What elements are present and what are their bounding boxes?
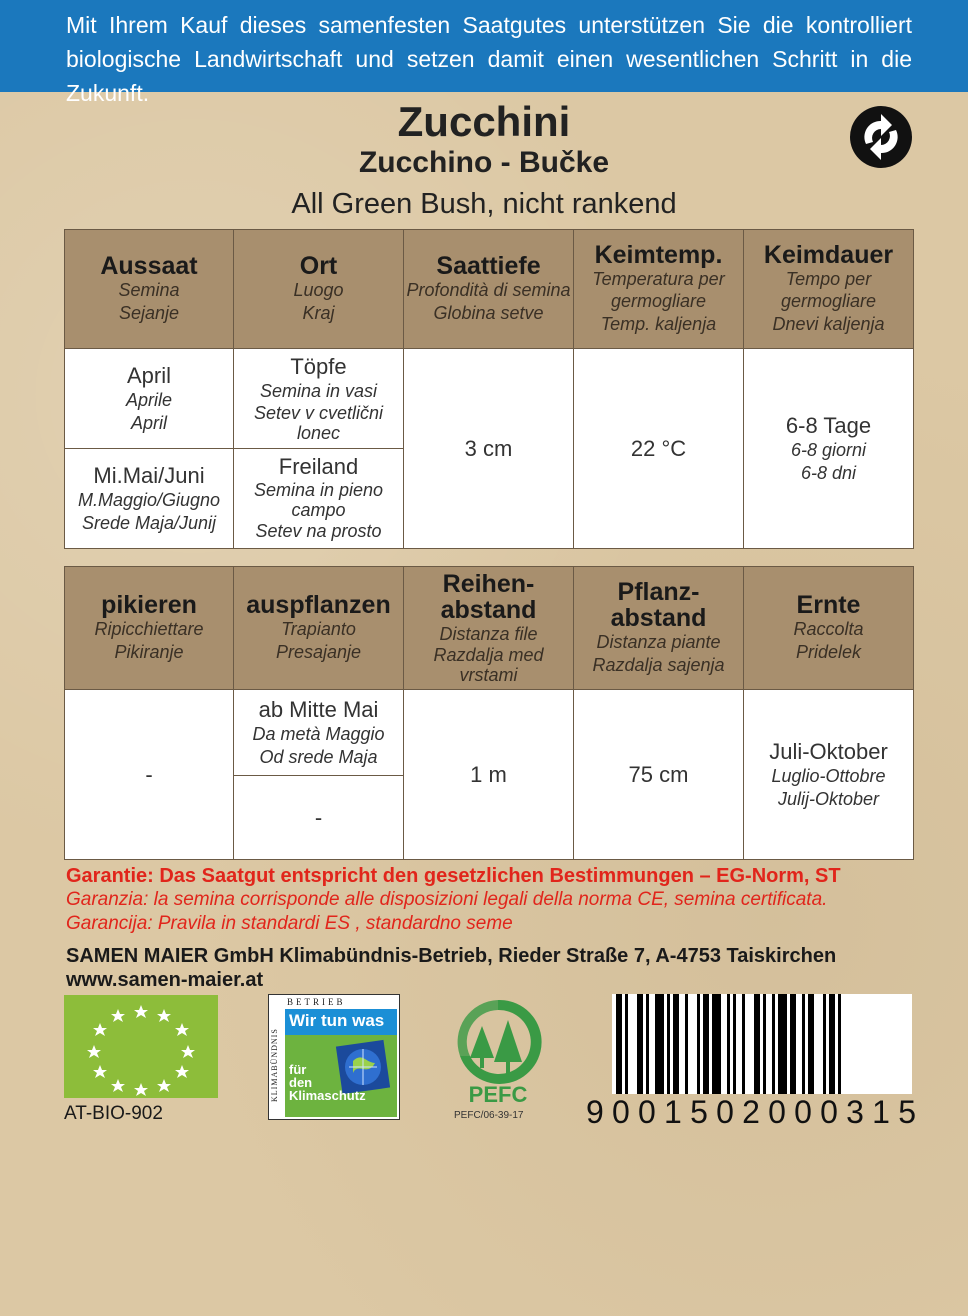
barcode-digit: 0	[716, 1094, 734, 1130]
header-it: Distanza file	[439, 624, 538, 644]
pefc-name: PEFC	[468, 1082, 528, 1107]
cell-ernte	[744, 690, 914, 860]
cell-reihenabstand	[404, 690, 574, 860]
guarantee-sl: Garancija: Pravila in standardi ES , standardno seme	[66, 913, 513, 934]
klima-box	[285, 1009, 397, 1117]
header-sl: Presajanje	[275, 642, 362, 662]
barcode-digit: 1	[664, 1094, 682, 1130]
header-main: Reihen-abstand	[440, 570, 537, 624]
cell-sl: Srede Maja/Junij	[81, 512, 217, 533]
cell-sl: April	[130, 412, 167, 433]
barcode-bar	[703, 994, 709, 1094]
header-pikieren	[65, 567, 234, 690]
barcode-bar	[616, 994, 622, 1094]
cell-it: Semina in vasi	[259, 381, 378, 401]
guarantee-block	[66, 864, 916, 936]
cell-main: -	[314, 804, 323, 830]
barcode-bar	[727, 994, 730, 1094]
barcode-bar	[625, 994, 628, 1094]
product-translations: Zucchino - Bučke	[358, 146, 610, 179]
cell-main: 75 cm	[628, 761, 689, 787]
header-it: Temperatura per germogliare	[592, 269, 725, 311]
cell-auspflanzen-1	[234, 690, 404, 776]
header-pflanzabstand	[574, 567, 744, 690]
barcode-digit: 5	[690, 1094, 708, 1130]
planting-table	[64, 566, 914, 860]
header-main: Pflanz-abstand	[610, 578, 707, 632]
header-main: pikieren	[101, 591, 197, 619]
header-sl: Razdalja med vrstami	[433, 645, 544, 685]
sowing-table	[64, 229, 914, 549]
header-main: Ernte	[796, 591, 861, 619]
cell-keimtemp	[574, 349, 744, 549]
pefc-tree-icon	[448, 996, 548, 1126]
header-main: Saattiefe	[436, 252, 541, 280]
header-sl: Sejanje	[118, 303, 180, 323]
banner-text: Mit Ihrem Kauf dieses samenfesten Saatgutes unterstützen Sie die kontrolliert biologische Landwirtschaft und setzen damit einen wesentlichen Schritt in die Zukunft.	[66, 12, 912, 106]
cell-sl: Od srede Maja	[259, 746, 378, 767]
barcode-bar	[712, 994, 721, 1094]
header-main: Aussaat	[100, 252, 198, 280]
klima-bottom-text	[289, 1063, 366, 1102]
cell-main: Juli-Oktober	[769, 738, 888, 764]
header-sl: Razdalja sajenja	[592, 655, 725, 675]
company-info	[66, 944, 836, 992]
barcode-bar	[808, 994, 814, 1094]
barcode-bar	[637, 994, 643, 1094]
cell-sl: Setev v cvetlični lonec	[253, 403, 384, 443]
barcode-digit: 0	[768, 1094, 786, 1130]
cell-it: Luglio-Ottobre	[771, 765, 886, 786]
klima-side-label: KLIMABÜNDNIS	[270, 1028, 279, 1102]
header-sl: Temp. kaljenja	[600, 314, 717, 334]
cell-main: 3 cm	[464, 435, 513, 461]
header-keimtemp	[574, 230, 744, 349]
cell-sl: Julij-Oktober	[777, 788, 880, 809]
header-keimdauer	[744, 230, 914, 349]
eu-organic-leaf-icon	[64, 995, 218, 1098]
header-sl: Globina setve	[433, 303, 544, 323]
header-main: Keimtemp.	[594, 241, 723, 269]
barcode-digit: 0	[638, 1094, 656, 1130]
barcode-bar	[673, 994, 679, 1094]
barcode	[612, 994, 912, 1094]
barcode-digit: 3	[846, 1094, 864, 1130]
barcode-digit: 9	[586, 1094, 604, 1130]
cell-pikieren	[65, 690, 234, 860]
barcode-bar	[733, 994, 736, 1094]
barcode-bar	[646, 994, 649, 1094]
pefc-code: PEFC/06-39-17	[454, 1110, 524, 1121]
klimabuendnis-logo	[268, 994, 400, 1120]
klima-betrieb-label: BETRIEB	[287, 997, 346, 1007]
cell-saattiefe	[404, 349, 574, 549]
barcode-bar	[667, 994, 670, 1094]
cell-sl: 6-8 dni	[800, 462, 857, 483]
barcode-digit: 1	[872, 1094, 890, 1130]
header-it: Luogo	[293, 280, 344, 300]
barcode-bar	[829, 994, 835, 1094]
cell-auspflanzen-2	[234, 776, 404, 860]
barcode-bar	[655, 994, 664, 1094]
product-name: Zucchini	[397, 98, 571, 145]
barcode-bar	[778, 994, 787, 1094]
header-saattiefe	[404, 230, 574, 349]
top-banner	[0, 0, 968, 106]
barcode-digit: 2	[742, 1094, 760, 1130]
header-main: auspflanzen	[246, 591, 391, 619]
cell-it: M.Maggio/Giugno	[77, 489, 221, 510]
header-it: Raccolta	[793, 619, 864, 639]
barcode-digit: 5	[898, 1094, 916, 1130]
barcode-bar	[772, 994, 775, 1094]
header-it: Semina	[118, 280, 180, 300]
cell-sl: Setev na prosto	[255, 521, 382, 541]
header-it: Ripicchiettare	[94, 619, 204, 639]
cell-main: April	[126, 362, 171, 388]
barcode-bar	[697, 994, 700, 1094]
header-sl: Pikiranje	[114, 642, 184, 662]
cell-main: 22 °C	[630, 435, 687, 461]
header-sl: Kraj	[302, 303, 335, 323]
barcode-number	[586, 1094, 916, 1131]
klima-bottom-line: für	[289, 1062, 307, 1077]
barcode-bar	[838, 994, 841, 1094]
company-website: www.samen-maier.at	[66, 969, 264, 991]
green-dot-recycle-icon	[848, 104, 914, 170]
barcode-bar	[742, 994, 745, 1094]
barcode-bar	[754, 994, 760, 1094]
barcode-digit: 0	[794, 1094, 812, 1130]
barcode-digit: 0	[820, 1094, 838, 1130]
guarantee-de: Garantie: Das Saatgut entspricht den gesetzlichen Bestimmungen – EG-Norm, ST	[66, 865, 841, 887]
cell-main: 1 m	[470, 761, 507, 787]
cell-main: Freiland	[278, 454, 359, 479]
cell-main: Töpfe	[290, 354, 347, 379]
barcode-bar	[823, 994, 826, 1094]
klima-bottom-line: Klimaschutz	[289, 1088, 366, 1103]
cell-main: -	[145, 761, 153, 787]
cell-aussaat-1	[65, 349, 234, 449]
cell-ort-1	[234, 349, 404, 449]
guarantee-it: Garanzia: la semina corrisponde alle disposizioni legali della norma CE, semina certificata.	[66, 889, 828, 910]
cell-main: 6-8 Tage	[785, 412, 872, 438]
barcode-bar	[790, 994, 796, 1094]
cell-main: Mi.Mai/Juni	[93, 462, 205, 488]
header-reihenabstand	[404, 567, 574, 690]
barcode-digit: 0	[612, 1094, 630, 1130]
company-address: SAMEN MAIER GmbH Klimabündnis-Betrieb, Rieder Straße 7, A-4753 Taiskirchen	[66, 945, 837, 967]
product-variety: All Green Bush, nicht rankend	[291, 188, 677, 220]
eu-organic-code: AT-BIO-902	[64, 1103, 163, 1124]
barcode-bar	[685, 994, 688, 1094]
header-sl: Dnevi kaljenja	[772, 314, 885, 334]
header-it: Profondità di semina	[406, 280, 571, 300]
cell-it: Aprile	[125, 389, 173, 410]
header-ernte	[744, 567, 914, 690]
klima-title: Wir tun was	[289, 1011, 385, 1030]
header-auspflanzen	[234, 567, 404, 690]
header-it: Tempo per germogliare	[780, 269, 877, 311]
header-it: Trapianto	[281, 619, 356, 639]
barcode-bar	[763, 994, 766, 1094]
cell-aussaat-2	[65, 449, 234, 549]
header-aussaat	[65, 230, 234, 349]
header-main: Keimdauer	[763, 241, 894, 269]
klima-bottom-line: den	[289, 1075, 313, 1090]
cell-pflanzabstand	[574, 690, 744, 860]
barcode-bar	[802, 994, 805, 1094]
cell-keimdauer	[744, 349, 914, 549]
cell-ort-2	[234, 449, 404, 549]
header-sl: Pridelek	[795, 642, 862, 662]
cell-it: Da metà Maggio	[252, 723, 385, 744]
cell-it: 6-8 giorni	[790, 439, 867, 460]
header-it: Distanza piante	[596, 632, 721, 652]
header-ort	[234, 230, 404, 349]
cell-main: ab Mitte Mai	[258, 696, 379, 722]
header-main: Ort	[299, 252, 338, 280]
cell-it: Semina in pieno campo	[253, 480, 384, 520]
